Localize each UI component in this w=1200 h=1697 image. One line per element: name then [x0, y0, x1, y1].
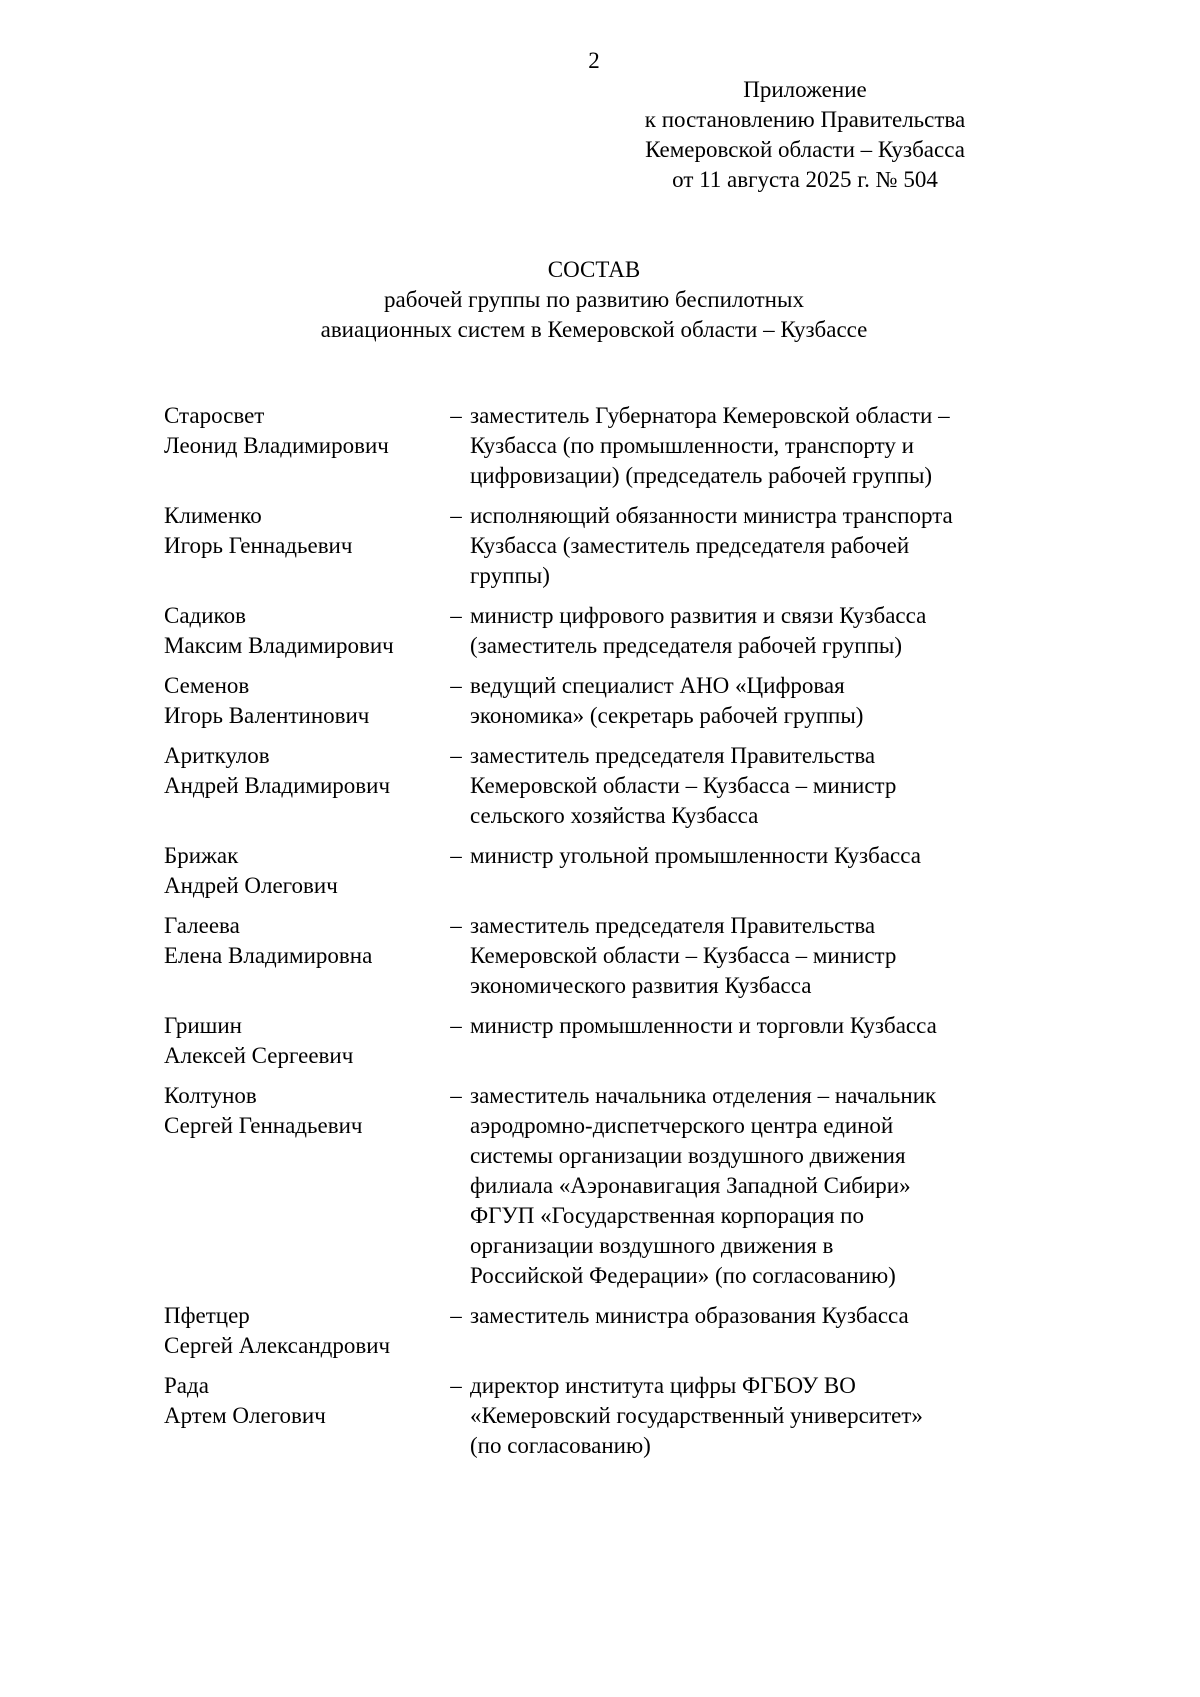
- member-dash: –: [450, 843, 462, 868]
- member-role-line: заместитель Губернатора Кемеровской области –: [470, 403, 950, 428]
- member-given-names: Артем Олегович: [164, 1403, 326, 1428]
- member-row: [164, 501, 1044, 591]
- member-name: [164, 601, 444, 661]
- member-surname: Ариткулов: [164, 743, 270, 768]
- member-role-line: филиала «Аэронавигация Западной Сибири»: [470, 1173, 911, 1198]
- member-role-line: организации воздушного движения в: [470, 1233, 834, 1258]
- member-dash: –: [450, 603, 462, 628]
- member-row: [164, 671, 1044, 731]
- member-row: [164, 911, 1044, 1001]
- member-dash: –: [450, 1013, 462, 1038]
- member-role-line: экономического развития Кузбасса: [470, 973, 812, 998]
- appendix-line: от 11 августа 2025 г. № 504: [672, 167, 938, 192]
- appendix-block: [590, 75, 1020, 195]
- member-surname: Садиков: [164, 603, 246, 628]
- member-role: [470, 1301, 1044, 1331]
- member-role: [470, 601, 1044, 661]
- member-surname: Семенов: [164, 673, 250, 698]
- appendix-line: Кемеровской области – Кузбасса: [645, 137, 965, 162]
- member-name: [164, 671, 444, 731]
- member-row: [164, 1301, 1044, 1361]
- member-surname: Гришин: [164, 1013, 242, 1038]
- member-role-line: группы): [470, 563, 550, 588]
- member-given-names: Сергей Геннадьевич: [164, 1113, 363, 1138]
- appendix-line: к постановлению Правительства: [644, 107, 966, 132]
- member-role: [470, 911, 1044, 1001]
- member-role: [470, 1081, 1044, 1291]
- member-row: [164, 1081, 1044, 1291]
- member-dash: –: [450, 913, 462, 938]
- member-row: [164, 841, 1044, 901]
- title-subtitle-line: авиационных систем в Кемеровской области – Кузбассе: [320, 317, 868, 342]
- member-role: [470, 841, 1044, 871]
- member-surname: Рада: [164, 1373, 209, 1398]
- member-role-line: Кузбасса (заместитель председателя рабочей: [470, 533, 910, 558]
- member-dash: –: [450, 743, 462, 768]
- member-given-names: Игорь Геннадьевич: [164, 533, 353, 558]
- member-role-line: заместитель начальника отделения – начальник: [470, 1083, 937, 1108]
- members-list: [164, 401, 1044, 1471]
- member-role: [470, 741, 1044, 831]
- member-surname: Клименко: [164, 503, 262, 528]
- member-name: [164, 401, 444, 461]
- member-given-names: Леонид Владимирович: [164, 433, 389, 458]
- member-name: [164, 501, 444, 561]
- member-role-line: (заместитель председателя рабочей группы): [470, 633, 903, 658]
- member-role-line: заместитель председателя Правительства: [470, 743, 876, 768]
- member-given-names: Игорь Валентинович: [164, 703, 370, 728]
- member-dash: –: [450, 1083, 462, 1108]
- member-role-line: директор института цифры ФГБОУ ВО: [470, 1373, 856, 1398]
- member-surname: Колтунов: [164, 1083, 257, 1108]
- member-given-names: Сергей Александрович: [164, 1333, 391, 1358]
- member-role-line: заместитель председателя Правительства: [470, 913, 876, 938]
- member-dash: –: [450, 503, 462, 528]
- member-role: [470, 1371, 1044, 1461]
- member-role-line: министр промышленности и торговли Кузбасса: [470, 1013, 937, 1038]
- member-role: [470, 1011, 1044, 1041]
- appendix-line: Приложение: [743, 77, 867, 102]
- member-name: [164, 1081, 444, 1141]
- member-dash: –: [450, 1373, 462, 1398]
- member-name: [164, 1371, 444, 1431]
- title-heading: СОСТАВ: [547, 257, 641, 282]
- member-row: [164, 401, 1044, 491]
- member-surname: Пфетцер: [164, 1303, 250, 1328]
- member-row: [164, 1371, 1044, 1461]
- member-surname: Галеева: [164, 913, 240, 938]
- member-dash: –: [450, 673, 462, 698]
- member-row: [164, 741, 1044, 831]
- member-role-line: аэродромно-диспетчерского центра единой: [470, 1113, 894, 1138]
- member-role-line: (по согласованию): [470, 1433, 651, 1458]
- member-given-names: Андрей Олегович: [164, 873, 338, 898]
- member-role-line: сельского хозяйства Кузбасса: [470, 803, 759, 828]
- member-role: [470, 671, 1044, 731]
- member-role-line: Кемеровской области – Кузбасса – министр: [470, 773, 897, 798]
- member-given-names: Андрей Владимирович: [164, 773, 391, 798]
- member-given-names: Елена Владимировна: [164, 943, 373, 968]
- member-role-line: ведущий специалист АНО «Цифровая: [470, 673, 845, 698]
- member-given-names: Максим Владимирович: [164, 633, 394, 658]
- member-role-line: министр цифрового развития и связи Кузбасса: [470, 603, 927, 628]
- member-row: [164, 1011, 1044, 1071]
- member-role-line: заместитель министра образования Кузбасса: [470, 1303, 909, 1328]
- member-role-line: экономика» (секретарь рабочей группы): [470, 703, 864, 728]
- member-name: [164, 741, 444, 801]
- member-role-line: ФГУП «Государственная корпорация по: [470, 1203, 864, 1228]
- member-name: [164, 1301, 444, 1361]
- member-given-names: Алексей Сергеевич: [164, 1043, 354, 1068]
- member-role: [470, 401, 1044, 491]
- document-title: [0, 255, 1188, 345]
- member-name: [164, 1011, 444, 1071]
- member-role: [470, 501, 1044, 591]
- member-role-line: исполняющий обязанности министра транспорта: [470, 503, 953, 528]
- member-role-line: системы организации воздушного движения: [470, 1143, 906, 1168]
- member-dash: –: [450, 403, 462, 428]
- member-role-line: «Кемеровский государственный университет»: [470, 1403, 923, 1428]
- member-role-line: Кузбасса (по промышленности, транспорту и: [470, 433, 914, 458]
- member-role-line: Российской Федерации» (по согласованию): [470, 1263, 896, 1288]
- member-surname: Брижак: [164, 843, 239, 868]
- member-row: [164, 601, 1044, 661]
- member-dash: –: [450, 1303, 462, 1328]
- member-surname: Старосвет: [164, 403, 265, 428]
- title-subtitle-line: рабочей группы по развитию беспилотных: [384, 287, 804, 312]
- page-number: 2: [588, 48, 600, 73]
- member-role-line: Кемеровской области – Кузбасса – министр: [470, 943, 897, 968]
- member-name: [164, 911, 444, 971]
- member-name: [164, 841, 444, 901]
- member-role-line: цифровизации) (председатель рабочей группы): [470, 463, 933, 488]
- member-role-line: министр угольной промышленности Кузбасса: [470, 843, 921, 868]
